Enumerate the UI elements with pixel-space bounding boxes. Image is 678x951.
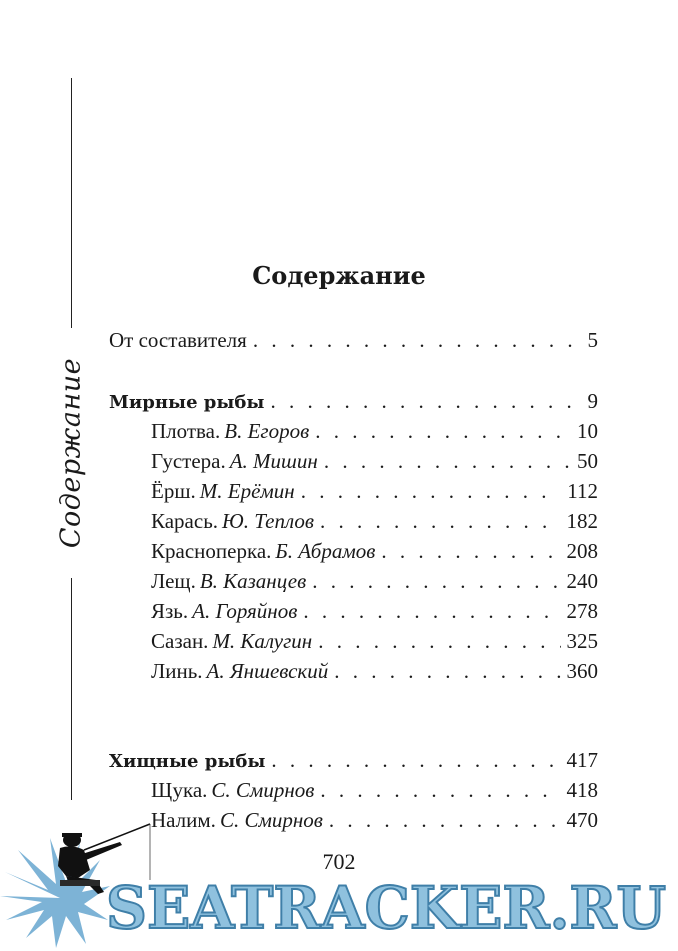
toc-entry-page: 50: [577, 449, 598, 473]
toc-entry-name: От составителя: [109, 328, 247, 352]
vertical-rule-bottom: [71, 578, 72, 800]
toc-section-predatory-fish[interactable]: [109, 746, 598, 776]
toc-section-page: 417: [566, 748, 598, 772]
toc-entry-page: 470: [566, 808, 598, 832]
toc-entry-page: 240: [566, 569, 598, 593]
toc-entry-name: Налим.: [151, 808, 216, 832]
toc-entry-author: А. Яншевский: [206, 659, 329, 683]
toc-entry-author: В. Егоров: [224, 419, 310, 443]
toc-entry-author: Б. Абрамов: [275, 539, 376, 563]
toc-entry[interactable]: [151, 537, 598, 565]
toc-entry-author: М. Ерёмин: [199, 479, 295, 503]
toc-entry-page: 112: [567, 479, 598, 503]
toc-entry[interactable]: [151, 417, 598, 445]
toc-entry-author: Ю. Теплов: [222, 509, 314, 533]
watermark-logo: [0, 820, 678, 951]
toc-leader-dots: [315, 417, 571, 445]
toc-entry-name: Щука.: [151, 778, 208, 802]
toc-leader-dots: [270, 387, 581, 415]
toc-entry-name: Плотва.: [151, 419, 221, 443]
toc-entry-name: Карась.: [151, 509, 219, 533]
toc-entry-page: 360: [566, 659, 598, 683]
toc-entry[interactable]: [151, 597, 598, 625]
toc-leader-dots: [312, 567, 560, 595]
toc-section-name: Хищные рыбы: [109, 751, 266, 772]
toc-entry-author: А. Мишин: [229, 449, 318, 473]
toc-entry-name: Красноперка.: [151, 539, 272, 563]
toc-leader-dots: [271, 746, 560, 774]
vertical-rule-top: [71, 78, 72, 328]
toc-leader-dots: [320, 507, 561, 535]
toc-entry-author: А. Горяйнов: [192, 599, 298, 623]
toc-entry-name: Язь.: [151, 599, 189, 623]
watermark-text: SEATRACKER.RU: [106, 874, 666, 942]
toc-entry-author: С. Смирнов: [219, 808, 323, 832]
page-number: 702: [322, 849, 356, 874]
toc-entry[interactable]: [151, 507, 598, 535]
toc-leader-dots: [320, 776, 560, 804]
toc-entry[interactable]: [151, 567, 598, 595]
toc-entry-page: 418: [566, 778, 598, 802]
toc-entry-name: Лещ.: [151, 569, 196, 593]
toc-entry-page: 325: [566, 629, 598, 653]
toc-leader-dots: [301, 477, 562, 505]
toc-entry-name: Сазан.: [151, 629, 209, 653]
toc-entry-page: 182: [566, 509, 598, 533]
toc-entry[interactable]: [151, 776, 598, 804]
toc-entry-name: Линь.: [151, 659, 203, 683]
toc-entry[interactable]: [151, 657, 598, 685]
toc-section-page: 9: [587, 389, 598, 413]
toc-leader-dots: [324, 447, 571, 475]
toc-entry-name: Густера.: [151, 449, 226, 473]
toc-entry[interactable]: [151, 447, 598, 475]
toc-entry-name: Ёрш.: [151, 479, 196, 503]
toc-leader-dots: [303, 597, 560, 625]
toc-entry-page: 5: [587, 328, 598, 352]
toc-entry-author: С. Смирнов: [211, 778, 315, 802]
toc-entry[interactable]: [151, 477, 598, 505]
toc-entry-page: 208: [566, 539, 598, 563]
toc-section-peaceful-fish[interactable]: [109, 387, 598, 417]
side-running-title: Содержание: [55, 357, 87, 549]
toc-entry-author: В. Казанцев: [199, 569, 307, 593]
toc-leader-dots: [381, 537, 560, 565]
toc-entry-preface[interactable]: [109, 326, 598, 354]
toc-entry[interactable]: [151, 627, 598, 655]
page-title: Содержание: [252, 261, 426, 290]
toc-leader-dots: [253, 326, 582, 354]
toc-leader-dots: [318, 627, 560, 655]
toc-entry-page: 278: [566, 599, 598, 623]
toc-entry-author: М. Калугин: [212, 629, 313, 653]
toc-section-name: Мирные рыбы: [109, 392, 265, 413]
toc-leader-dots: [334, 657, 560, 685]
toc-entry-page: 10: [577, 419, 598, 443]
